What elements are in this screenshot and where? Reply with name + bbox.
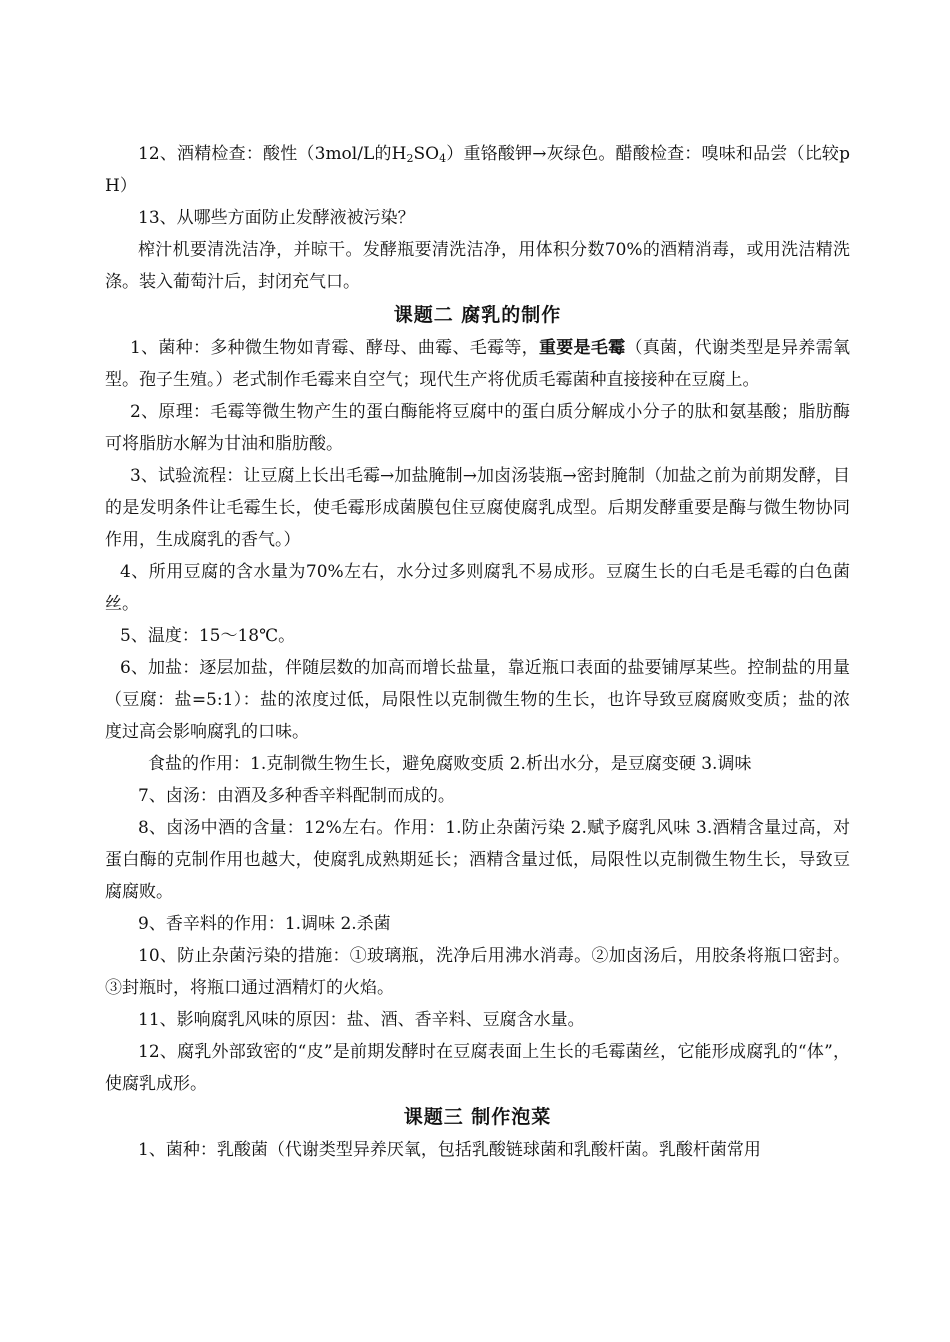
section2-item8: 8、卤汤中酒的含量：12%左右。作用：1.防止杂菌污染 2.赋予腐乳风味 3.酒精含量过高，对蛋白酶的克制作用也越大，使腐乳成熟期延长；酒精含量过低，局限性以克制微生物生长，导致豆腐腐败。 (105, 818, 850, 902)
subscript-2: 2 (406, 152, 414, 165)
section2-item9: 9、香辛料的作用：1.调味 2.杀菌 (138, 914, 391, 934)
section1-item13-question: 13、从哪些方面防止发酵液被污染？ (138, 208, 415, 228)
section2-item5: 5、温度：15～18℃。 (120, 626, 296, 646)
item12-text-a: 12、酒精检查：酸性（3mol/L的H (138, 144, 407, 164)
document-page (105, 138, 850, 1166)
item12-text-c: ）重铬酸钾→灰绿色。醋酸检查：嗅味和品尝（比较pH） (105, 144, 850, 196)
section1-item12 (105, 138, 850, 202)
section2-salt-role: 食盐的作用：1.克制微生物生长，避免腐败变质 2.析出水分，是豆腐变硬 3.调味 (148, 754, 752, 774)
subscript-4: 4 (439, 152, 447, 165)
item1-text-a: 1、菌种：多种微生物如青霉、酵母、曲霉、毛霉等， (130, 338, 539, 358)
item1-text-b: （真菌，代谢类型是异养需氧型。孢子生殖。）老式制作毛霉来自空气；现代生产将优质毛霉菌种直接接种在豆腐上。 (105, 338, 850, 390)
item12-text-b: SO (413, 144, 440, 164)
section2-item11: 11、影响腐乳风味的原因：盐、酒、香辛料、豆腐含水量。 (138, 1010, 585, 1030)
section2-item6: 6、加盐：逐层加盐，伴随层数的加高而增长盐量，靠近瓶口表面的盐要铺厚某些。控制盐的用量（豆腐：盐=5:1）：盐的浓度过低，局限性以克制微生物的生长，也许导致豆腐腐败变质；盐的浓度过高会影响腐乳的口味。 (105, 658, 850, 742)
section2-item12: 12、腐乳外部致密的“皮”是前期发酵时在豆腐表面上生长的毛霉菌丝，它能形成腐乳的“体”，使腐乳成形。 (105, 1042, 850, 1094)
section2-item10: 10、防止杂菌污染的措施：①玻璃瓶，洗净后用沸水消毒。②加卤汤后，用胶条将瓶口密封。③封瓶时，将瓶口通过酒精灯的火焰。 (105, 946, 850, 998)
section2-item4: 4、所用豆腐的含水量为70%左右，水分过多则腐乳不易成形。豆腐生长的白毛是毛霉的白色菌丝。 (105, 562, 850, 614)
section1-item13-answer: 榨汁机要清洗洁净，并晾干。发酵瓶要清洗洁净，用体积分数70%的酒精消毒，或用洗洁精洗涤。装入葡萄汁后，封闭充气口。 (105, 240, 850, 292)
section2-item7: 7、卤汤：由酒及多种香辛料配制而成的。 (138, 786, 455, 806)
section2-item1 (105, 332, 850, 396)
section3-item1: 1、菌种：乳酸菌（代谢类型异养厌氧，包括乳酸链球菌和乳酸杆菌。乳酸杆菌常用 (138, 1140, 761, 1160)
item1-bold-text: 重要是毛霉 (538, 338, 626, 358)
section2-item3: 3、试验流程：让豆腐上长出毛霉→加盐腌制→加卤汤装瓶→密封腌制（加盐之前为前期发酵，目的是发明条件让毛霉生长，使毛霉形成菌膜包住豆腐使腐乳成型。后期发酵重要是酶与微生物协同作用，生成腐乳的香气。） (105, 466, 850, 550)
section2-title: 课题二 腐乳的制作 (393, 304, 562, 326)
section3-title: 课题三 制作泡菜 (403, 1106, 552, 1128)
section2-item2: 2、原理：毛霉等微生物产生的蛋白酶能将豆腐中的蛋白质分解成小分子的肽和氨基酸；脂肪酶可将脂肪水解为甘油和脂肪酸。 (105, 402, 850, 454)
